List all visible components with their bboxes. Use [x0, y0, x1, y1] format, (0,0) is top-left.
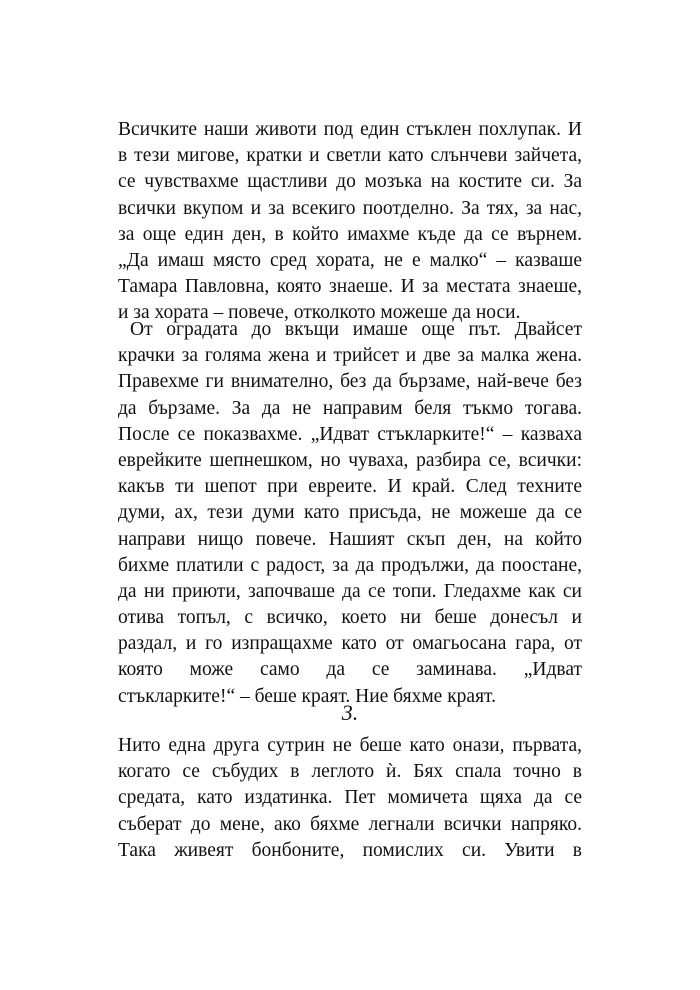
text-line: Правехме ги внимателно, без да бързаме, най-вече без: [118, 371, 582, 393]
paragraph-first-morning: [118, 733, 582, 864]
text-line: Всичките наши животи под един стъклен похлупак. И: [118, 119, 582, 140]
text-line: От оградата до вкъщи имаше още път. Двайсет: [130, 319, 582, 340]
text-line: какъв ти шепот при евреите. И край. След техните: [118, 476, 582, 498]
text-line: се чувствахме щастливи до мозъка на костите си. За: [118, 171, 582, 193]
text-line: „Да имаш място сред хората, не е малко“ – казваше: [118, 249, 582, 271]
text-line: После се показвахме. „Идват стъкларките!“ – казваха: [118, 423, 582, 445]
text-line: раздал, и го изпращахме като от омагьосана гара, от: [118, 633, 582, 655]
text-line: бихме платили с радост, за да продължи, да поостане,: [118, 554, 582, 576]
text-line: крачки за голяма жена и трийсет и две за малка жена.: [118, 345, 582, 367]
text-line: отива топъл, с всичко, което ни беше донесъл и: [118, 607, 582, 629]
text-line: когато се събудих в леглото ѝ. Бях спала точно в: [118, 761, 582, 783]
text-line: да ни приюти, започваше да се топи. Гледахме как си: [118, 580, 582, 602]
text-line: Тамара Павловна, която знаеше. И за местата знаеше,: [118, 276, 582, 298]
text-line: средата, като издатинка. Пет момичета щяха да се: [118, 787, 582, 809]
text-line: която може само да се заминава. „Идват: [118, 659, 582, 681]
text-line: еврейките шепнешком, но чуваха, разбира се, всички:: [118, 449, 582, 471]
paragraph-from-the-fence: [118, 317, 582, 710]
text-line: направи нищо повече. Нашият скъп ден, на който: [118, 528, 582, 550]
text-line: съберат до мене, ако бяхме легнали всички напряко.: [118, 813, 582, 835]
text-line: думи, ах, тези думи като присъда, не можеше да се: [118, 502, 582, 524]
paragraph-glass-dome: [118, 117, 582, 327]
text-line: всички вкупом и за всекиго поотделно. За тях, за нас,: [118, 197, 582, 219]
text-line: да бързаме. За да не направим беля тъкмо тогава.: [118, 397, 582, 419]
text-line: в тези мигове, кратки и светли като слънчеви зайчета,: [118, 145, 582, 167]
text-line: Нито една друга сутрин не беше като онази, първата,: [118, 735, 582, 756]
text-line: за още един ден, в който имахме къде да се върнем.: [118, 223, 582, 245]
text-line: стъкларките!“ – беше краят. Ние бяхме краят.: [118, 685, 496, 707]
text-line: и за хората – повече, отколкото можеше да носи.: [118, 302, 521, 324]
text-line: Така живеят бонбоните, помислих си. Увити в: [118, 839, 582, 861]
chapter-number: 3.: [341, 700, 359, 725]
